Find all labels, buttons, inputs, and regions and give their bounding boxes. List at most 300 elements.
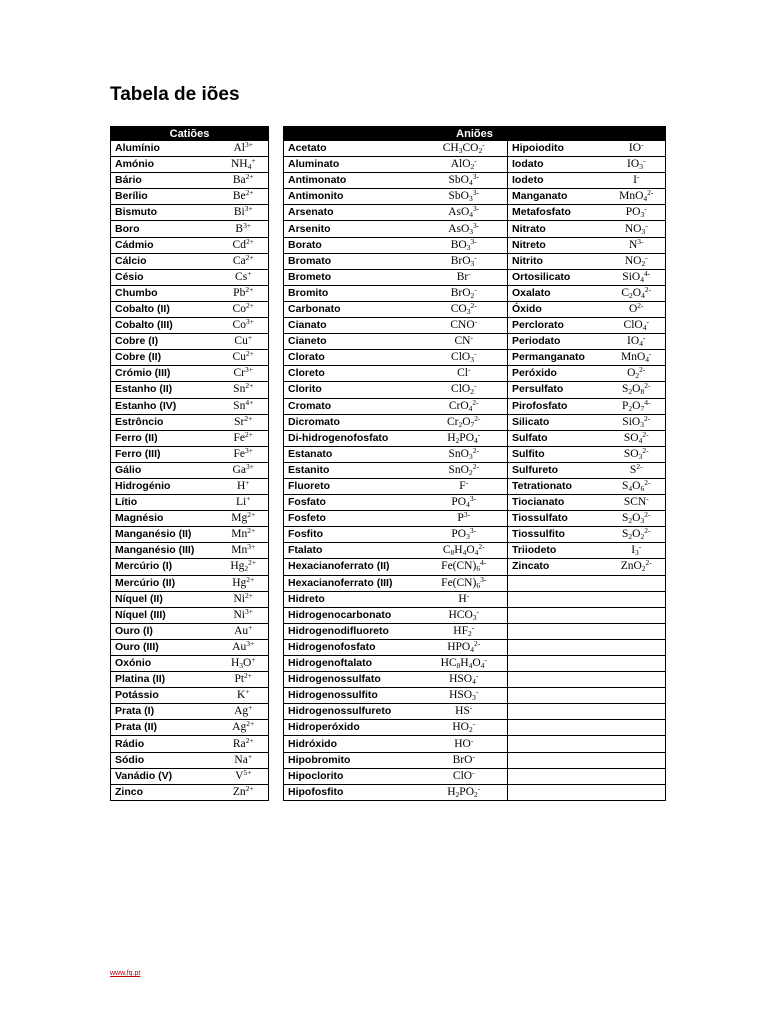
anion-formula bbox=[608, 784, 666, 800]
cation-name: Gálio bbox=[111, 462, 219, 478]
table-row bbox=[111, 205, 269, 221]
table-row bbox=[284, 205, 666, 221]
anion-name bbox=[508, 736, 608, 752]
anion-name: Perclorato bbox=[508, 318, 608, 334]
anion-name: Periodato bbox=[508, 334, 608, 350]
table-row bbox=[284, 511, 666, 527]
anion-name: Hidrogenossulfato bbox=[284, 672, 421, 688]
anion-formula: CNO- bbox=[421, 318, 508, 334]
anion-name: Hidrogenofosfato bbox=[284, 639, 421, 655]
anion-formula bbox=[608, 688, 666, 704]
table-row bbox=[111, 623, 269, 639]
anion-formula: $C_2O_4^{2-}$ bbox=[608, 285, 666, 301]
anion-name: Fosfato bbox=[284, 495, 421, 511]
table-row bbox=[111, 672, 269, 688]
cation-formula: $Cr^{3+}$ bbox=[219, 366, 269, 382]
cation-formula: $Bi^{3+}$ bbox=[219, 205, 269, 221]
cation-formula: $V^{5+}$ bbox=[219, 768, 269, 784]
cation-formula: $Co^{3+}$ bbox=[219, 318, 269, 334]
cation-name: Sódio bbox=[111, 752, 219, 768]
table-row bbox=[111, 656, 269, 672]
anion-formula: Cl- bbox=[421, 366, 508, 382]
table-row bbox=[111, 189, 269, 205]
cation-name: Cobre (I) bbox=[111, 334, 219, 350]
cation-name: Ferro (III) bbox=[111, 446, 219, 462]
anion-formula bbox=[608, 704, 666, 720]
anion-name: Sulfureto bbox=[508, 462, 608, 478]
cation-formula: $Fe^{2+}$ bbox=[219, 430, 269, 446]
table-row bbox=[284, 656, 666, 672]
anion-name: Hidrogenodifluoreto bbox=[284, 623, 421, 639]
cation-name: Crómio (III) bbox=[111, 366, 219, 382]
table-row bbox=[284, 784, 666, 800]
anion-name: Hidrogenossulfito bbox=[284, 688, 421, 704]
anion-formula: ClO- bbox=[421, 768, 508, 784]
anion-name: Fosfito bbox=[284, 527, 421, 543]
anion-formula: $NO_2^-$ bbox=[608, 253, 666, 269]
table-row bbox=[284, 189, 666, 205]
anion-formula: $C_8H_4O_4^{2-}$ bbox=[421, 543, 508, 559]
cations-header: Catiões bbox=[111, 127, 269, 142]
anion-formula bbox=[608, 768, 666, 784]
anion-name: Peróxido bbox=[508, 366, 608, 382]
anion-name bbox=[508, 623, 608, 639]
anion-name: Permanganato bbox=[508, 350, 608, 366]
cation-name: Lítio bbox=[111, 495, 219, 511]
cation-formula: K+ bbox=[219, 688, 269, 704]
cation-formula: H+ bbox=[219, 478, 269, 494]
cation-formula: $Sr^{2+}$ bbox=[219, 414, 269, 430]
anion-formula: $Fe(CN)_6^{4-}$ bbox=[421, 559, 508, 575]
anions-header: Aniões bbox=[284, 127, 666, 142]
cation-name: Vanádio (V) bbox=[111, 768, 219, 784]
anion-name: Clorato bbox=[284, 350, 421, 366]
anion-name bbox=[508, 720, 608, 736]
anion-name: Persulfato bbox=[508, 382, 608, 398]
anion-name bbox=[508, 672, 608, 688]
cation-name: Rádio bbox=[111, 736, 219, 752]
anion-formula: CrO$_4^{2-}$ bbox=[421, 398, 508, 414]
cation-name: Bário bbox=[111, 173, 219, 189]
cation-formula: $NH_4^+$ bbox=[219, 157, 269, 173]
anion-formula: $S_2O_2^{2-}$ bbox=[608, 527, 666, 543]
anion-formula: AsO$_4^{3-}$ bbox=[421, 205, 508, 221]
anion-name: Tiossulfato bbox=[508, 511, 608, 527]
cation-name: Boro bbox=[111, 221, 219, 237]
anion-name bbox=[508, 752, 608, 768]
anion-name: Cianato bbox=[284, 318, 421, 334]
cation-formula: $Pt^{2+}$ bbox=[219, 672, 269, 688]
anion-formula: IO- bbox=[608, 141, 666, 157]
table-row bbox=[111, 141, 269, 157]
table-row bbox=[284, 237, 666, 253]
anion-name: Triiodeto bbox=[508, 543, 608, 559]
anion-name: Carbonato bbox=[284, 301, 421, 317]
anion-name: Fosfeto bbox=[284, 511, 421, 527]
cation-name: Mercúrio (I) bbox=[111, 559, 219, 575]
anion-formula: AlO$_2$- bbox=[421, 157, 508, 173]
anion-name: Metafosfato bbox=[508, 205, 608, 221]
table-row bbox=[111, 430, 269, 446]
anion-formula: $O_2^{2-}$ bbox=[608, 366, 666, 382]
table-row bbox=[111, 285, 269, 301]
anion-formula: HO- bbox=[421, 736, 508, 752]
table-row bbox=[111, 301, 269, 317]
anion-formula: $S^{2-}$ bbox=[608, 462, 666, 478]
table-row bbox=[111, 543, 269, 559]
table-row bbox=[111, 221, 269, 237]
table-row bbox=[284, 253, 666, 269]
anion-formula: $SO_4^{2-}$ bbox=[608, 430, 666, 446]
anion-name: Iodeto bbox=[508, 173, 608, 189]
table-row bbox=[111, 398, 269, 414]
table-row bbox=[111, 575, 269, 591]
table-row bbox=[284, 269, 666, 285]
cation-name: Alumínio bbox=[111, 141, 219, 157]
table-row bbox=[284, 591, 666, 607]
anion-formula: ClO$_3$- bbox=[421, 350, 508, 366]
table-row bbox=[284, 430, 666, 446]
anion-name: Hipoclorito bbox=[284, 768, 421, 784]
anion-name bbox=[508, 575, 608, 591]
anion-name: Manganato bbox=[508, 189, 608, 205]
table-row bbox=[111, 704, 269, 720]
anion-formula: MnO$_4$- bbox=[608, 350, 666, 366]
cation-formula: $Mn^{2+}$ bbox=[219, 527, 269, 543]
cation-name: Césio bbox=[111, 269, 219, 285]
anion-name: Cromato bbox=[284, 398, 421, 414]
anion-formula: BrO- bbox=[421, 752, 508, 768]
anion-formula: ZnO$_2^{2-}$ bbox=[608, 559, 666, 575]
table-row bbox=[284, 318, 666, 334]
cation-formula: $Ca^{2+}$ bbox=[219, 253, 269, 269]
cation-formula: $Fe^{3+}$ bbox=[219, 446, 269, 462]
anion-name: Nitreto bbox=[508, 237, 608, 253]
anion-formula: $HCO_3^-$ bbox=[421, 607, 508, 623]
table-row bbox=[111, 559, 269, 575]
table-row bbox=[111, 334, 269, 350]
anion-name: Ortosilicato bbox=[508, 269, 608, 285]
table-row bbox=[111, 720, 269, 736]
cation-name: Estrôncio bbox=[111, 414, 219, 430]
anion-name: Hidrogenossulfureto bbox=[284, 704, 421, 720]
cation-formula: $Hg^{2+}$ bbox=[219, 575, 269, 591]
table-row bbox=[111, 462, 269, 478]
anion-formula: $N^{3-}$ bbox=[608, 237, 666, 253]
anions-body bbox=[284, 141, 666, 800]
anion-formula: $H_2PO_2^-$ bbox=[421, 784, 508, 800]
cation-formula: $Al^{3+}$ bbox=[219, 141, 269, 157]
anion-formula: SnO$_3^{2-}$ bbox=[421, 446, 508, 462]
table-row bbox=[111, 736, 269, 752]
anion-name: Fluoreto bbox=[284, 478, 421, 494]
anion-formula: $HF_2^-$ bbox=[421, 623, 508, 639]
cation-formula: $Mg^{2+}$ bbox=[219, 511, 269, 527]
cation-name: Manganésio (III) bbox=[111, 543, 219, 559]
table-row bbox=[284, 173, 666, 189]
anion-name: Antimonito bbox=[284, 189, 421, 205]
cation-name: Ouro (III) bbox=[111, 639, 219, 655]
anion-formula: $IO_3^-$ bbox=[608, 157, 666, 173]
cation-name: Ouro (I) bbox=[111, 623, 219, 639]
table-row bbox=[284, 350, 666, 366]
table-row bbox=[111, 414, 269, 430]
anion-name: Pirofosfato bbox=[508, 398, 608, 414]
table-row bbox=[284, 157, 666, 173]
cation-name: Magnésio bbox=[111, 511, 219, 527]
cation-name: Mercúrio (II) bbox=[111, 575, 219, 591]
anion-formula: $Cr_2O_7^{2-}$ bbox=[421, 414, 508, 430]
anion-name bbox=[508, 656, 608, 672]
table-row bbox=[284, 285, 666, 301]
anion-name bbox=[508, 607, 608, 623]
anion-name: Tiossulfito bbox=[508, 527, 608, 543]
anion-formula: $BO_3^{3-}$ bbox=[421, 237, 508, 253]
anion-formula: $HSO_4^-$ bbox=[421, 672, 508, 688]
anion-name: Óxido bbox=[508, 301, 608, 317]
anion-formula: $HC_8H_4O_4^-$ bbox=[421, 656, 508, 672]
anion-name: Hidroperóxido bbox=[284, 720, 421, 736]
anion-formula: CN- bbox=[421, 334, 508, 350]
table-row bbox=[111, 688, 269, 704]
cation-formula: $Ag^{2+}$ bbox=[219, 720, 269, 736]
table-row bbox=[111, 639, 269, 655]
table-row bbox=[284, 382, 666, 398]
anion-formula bbox=[608, 591, 666, 607]
cation-name: Níquel (III) bbox=[111, 607, 219, 623]
anion-name: Arsenato bbox=[284, 205, 421, 221]
anion-formula: H- bbox=[421, 591, 508, 607]
cation-name: Prata (II) bbox=[111, 720, 219, 736]
anion-formula: SCN- bbox=[608, 495, 666, 511]
table-row bbox=[111, 269, 269, 285]
anion-name: Bromato bbox=[284, 253, 421, 269]
cation-name: Níquel (II) bbox=[111, 591, 219, 607]
cation-name: Ferro (II) bbox=[111, 430, 219, 446]
cation-formula: $Cd^{2+}$ bbox=[219, 237, 269, 253]
table-row bbox=[111, 237, 269, 253]
table-row bbox=[111, 784, 269, 800]
anion-formula: $HO_2^-$ bbox=[421, 720, 508, 736]
anion-name: Cloreto bbox=[284, 366, 421, 382]
anion-name: Silicato bbox=[508, 414, 608, 430]
anion-formula bbox=[608, 752, 666, 768]
cation-formula: $Be^{2+}$ bbox=[219, 189, 269, 205]
anion-formula: $S_4O_6^{2-}$ bbox=[608, 478, 666, 494]
anion-formula bbox=[608, 639, 666, 655]
table-row bbox=[284, 527, 666, 543]
cation-formula: Au+ bbox=[219, 623, 269, 639]
table-row bbox=[111, 173, 269, 189]
cation-name: Estanho (II) bbox=[111, 382, 219, 398]
anion-name: Clorito bbox=[284, 382, 421, 398]
table-row bbox=[111, 495, 269, 511]
table-row bbox=[284, 704, 666, 720]
anion-name: Hexacianoferrato (III) bbox=[284, 575, 421, 591]
anion-name: Hipobromito bbox=[284, 752, 421, 768]
anion-name bbox=[508, 591, 608, 607]
anion-formula: $SO_3^{2-}$ bbox=[608, 446, 666, 462]
cation-name: Manganésio (II) bbox=[111, 527, 219, 543]
cation-name: Prata (I) bbox=[111, 704, 219, 720]
anion-formula: $S_2O_8^{2-}$ bbox=[608, 382, 666, 398]
cation-formula: $Pb^{2+}$ bbox=[219, 285, 269, 301]
cation-name: Hidrogénio bbox=[111, 478, 219, 494]
anion-name bbox=[508, 688, 608, 704]
anion-name: Bromito bbox=[284, 285, 421, 301]
anion-formula: SbO$_4^{3-}$ bbox=[421, 173, 508, 189]
anion-name: Hexacianoferrato (II) bbox=[284, 559, 421, 575]
cation-formula: $Ni^{2+}$ bbox=[219, 591, 269, 607]
anion-formula: Br- bbox=[421, 269, 508, 285]
cation-formula: $Zn^{2+}$ bbox=[219, 784, 269, 800]
cation-formula: $B^{3+}$ bbox=[219, 221, 269, 237]
table-row bbox=[111, 511, 269, 527]
table-row bbox=[284, 414, 666, 430]
cation-formula: $Ga^{3+}$ bbox=[219, 462, 269, 478]
anion-formula: $HSO_3^-$ bbox=[421, 688, 508, 704]
cation-formula: $Co^{2+}$ bbox=[219, 301, 269, 317]
anion-name bbox=[508, 639, 608, 655]
anion-name bbox=[508, 768, 608, 784]
anion-formula: I- bbox=[608, 173, 666, 189]
anion-formula bbox=[608, 623, 666, 639]
cation-name: Cobalto (II) bbox=[111, 301, 219, 317]
table-row bbox=[111, 157, 269, 173]
anion-name: Aluminato bbox=[284, 157, 421, 173]
anion-name: Arsenito bbox=[284, 221, 421, 237]
anion-name: Nitrito bbox=[508, 253, 608, 269]
anion-formula: F- bbox=[421, 478, 508, 494]
anion-name: Cianeto bbox=[284, 334, 421, 350]
anion-name: Sulfato bbox=[508, 430, 608, 446]
anion-formula: $HPO_4^{2-}$ bbox=[421, 639, 508, 655]
table-row bbox=[284, 559, 666, 575]
table-row bbox=[111, 527, 269, 543]
table-row bbox=[284, 221, 666, 237]
table-row bbox=[111, 478, 269, 494]
cation-formula: $H_3O^+$ bbox=[219, 656, 269, 672]
table-row bbox=[111, 318, 269, 334]
table-row bbox=[284, 141, 666, 157]
anion-formula: $Fe(CN)_6^{3-}$ bbox=[421, 575, 508, 591]
cation-formula: Cu+ bbox=[219, 334, 269, 350]
anion-name: Nitrato bbox=[508, 221, 608, 237]
cation-name: Cobre (II) bbox=[111, 350, 219, 366]
anion-formula: SiO$_3^{2-}$ bbox=[608, 414, 666, 430]
table-row bbox=[111, 446, 269, 462]
anion-formula: $I_3^-$ bbox=[608, 543, 666, 559]
table-row bbox=[284, 623, 666, 639]
anion-formula: HS- bbox=[421, 704, 508, 720]
anions-table bbox=[283, 126, 666, 801]
anion-formula: $PO_3^{3-}$ bbox=[421, 527, 508, 543]
table-row bbox=[111, 591, 269, 607]
anion-formula: SiO$_4^{4-}$ bbox=[608, 269, 666, 285]
anion-name: Dicromato bbox=[284, 414, 421, 430]
cation-formula: $Ra^{2+}$ bbox=[219, 736, 269, 752]
anion-name: Brometo bbox=[284, 269, 421, 285]
cation-name: Amónio bbox=[111, 157, 219, 173]
cation-formula: $Hg_2^{2+}$ bbox=[219, 559, 269, 575]
table-row bbox=[284, 720, 666, 736]
anion-formula: AsO$_3^{3-}$ bbox=[421, 221, 508, 237]
cation-name: Platina (II) bbox=[111, 672, 219, 688]
cation-name: Cádmio bbox=[111, 237, 219, 253]
footer-link[interactable]: www.fq.pt bbox=[110, 970, 141, 977]
cation-formula: $Sn^{4+}$ bbox=[219, 398, 269, 414]
anion-formula bbox=[608, 656, 666, 672]
table-row bbox=[284, 446, 666, 462]
anion-name: Borato bbox=[284, 237, 421, 253]
cations-table bbox=[110, 126, 269, 801]
anion-name: Tetrationato bbox=[508, 478, 608, 494]
table-row bbox=[111, 607, 269, 623]
table-row bbox=[111, 350, 269, 366]
anion-formula bbox=[608, 672, 666, 688]
anion-name: Acetato bbox=[284, 141, 421, 157]
anion-formula: $O^{2-}$ bbox=[608, 301, 666, 317]
anion-formula: BrO$_2$- bbox=[421, 285, 508, 301]
table-row bbox=[284, 639, 666, 655]
anion-formula: SnO$_2^{2-}$ bbox=[421, 462, 508, 478]
table-row bbox=[284, 543, 666, 559]
anion-name: Hidróxido bbox=[284, 736, 421, 752]
table-row bbox=[284, 736, 666, 752]
anion-formula: $P_2O_7^{4-}$ bbox=[608, 398, 666, 414]
table-row bbox=[284, 688, 666, 704]
anion-formula: $IO_4^-$ bbox=[608, 334, 666, 350]
cation-formula: $Au^{3+}$ bbox=[219, 639, 269, 655]
anion-name: Tiocianato bbox=[508, 495, 608, 511]
anion-name: Antimonato bbox=[284, 173, 421, 189]
cation-formula: Li+ bbox=[219, 495, 269, 511]
cation-name: Bismuto bbox=[111, 205, 219, 221]
table-row bbox=[284, 672, 666, 688]
anion-formula: $PO_3^-$ bbox=[608, 205, 666, 221]
cation-formula: $Ba^{2+}$ bbox=[219, 173, 269, 189]
table-row bbox=[111, 768, 269, 784]
anion-name: Hipofosfito bbox=[284, 784, 421, 800]
table-row bbox=[284, 398, 666, 414]
table-row bbox=[284, 478, 666, 494]
anion-formula: ClO$_2$- bbox=[421, 382, 508, 398]
anion-name: Estanito bbox=[284, 462, 421, 478]
anion-formula: $CO_3^{2-}$ bbox=[421, 301, 508, 317]
table-row bbox=[284, 366, 666, 382]
anion-name: Hidreto bbox=[284, 591, 421, 607]
cation-formula: $Sn^{2+}$ bbox=[219, 382, 269, 398]
table-row bbox=[284, 301, 666, 317]
anion-formula bbox=[608, 607, 666, 623]
anion-formula: $PO_4^{3-}$ bbox=[421, 495, 508, 511]
anion-formula: BrO$_3$- bbox=[421, 253, 508, 269]
anion-formula: $H_2PO_4^-$ bbox=[421, 430, 508, 446]
cation-formula: $Ni^{3+}$ bbox=[219, 607, 269, 623]
anion-name: Sulfito bbox=[508, 446, 608, 462]
table-row bbox=[284, 752, 666, 768]
anion-name: Oxalato bbox=[508, 285, 608, 301]
anion-formula: MnO$_4^{2-}$ bbox=[608, 189, 666, 205]
anion-formula bbox=[608, 720, 666, 736]
page-title: Tabela de iões bbox=[110, 84, 240, 105]
table-row bbox=[284, 462, 666, 478]
table-row bbox=[284, 575, 666, 591]
cation-name: Cobalto (III) bbox=[111, 318, 219, 334]
anion-formula bbox=[608, 736, 666, 752]
table-row bbox=[284, 495, 666, 511]
cation-name: Oxónio bbox=[111, 656, 219, 672]
